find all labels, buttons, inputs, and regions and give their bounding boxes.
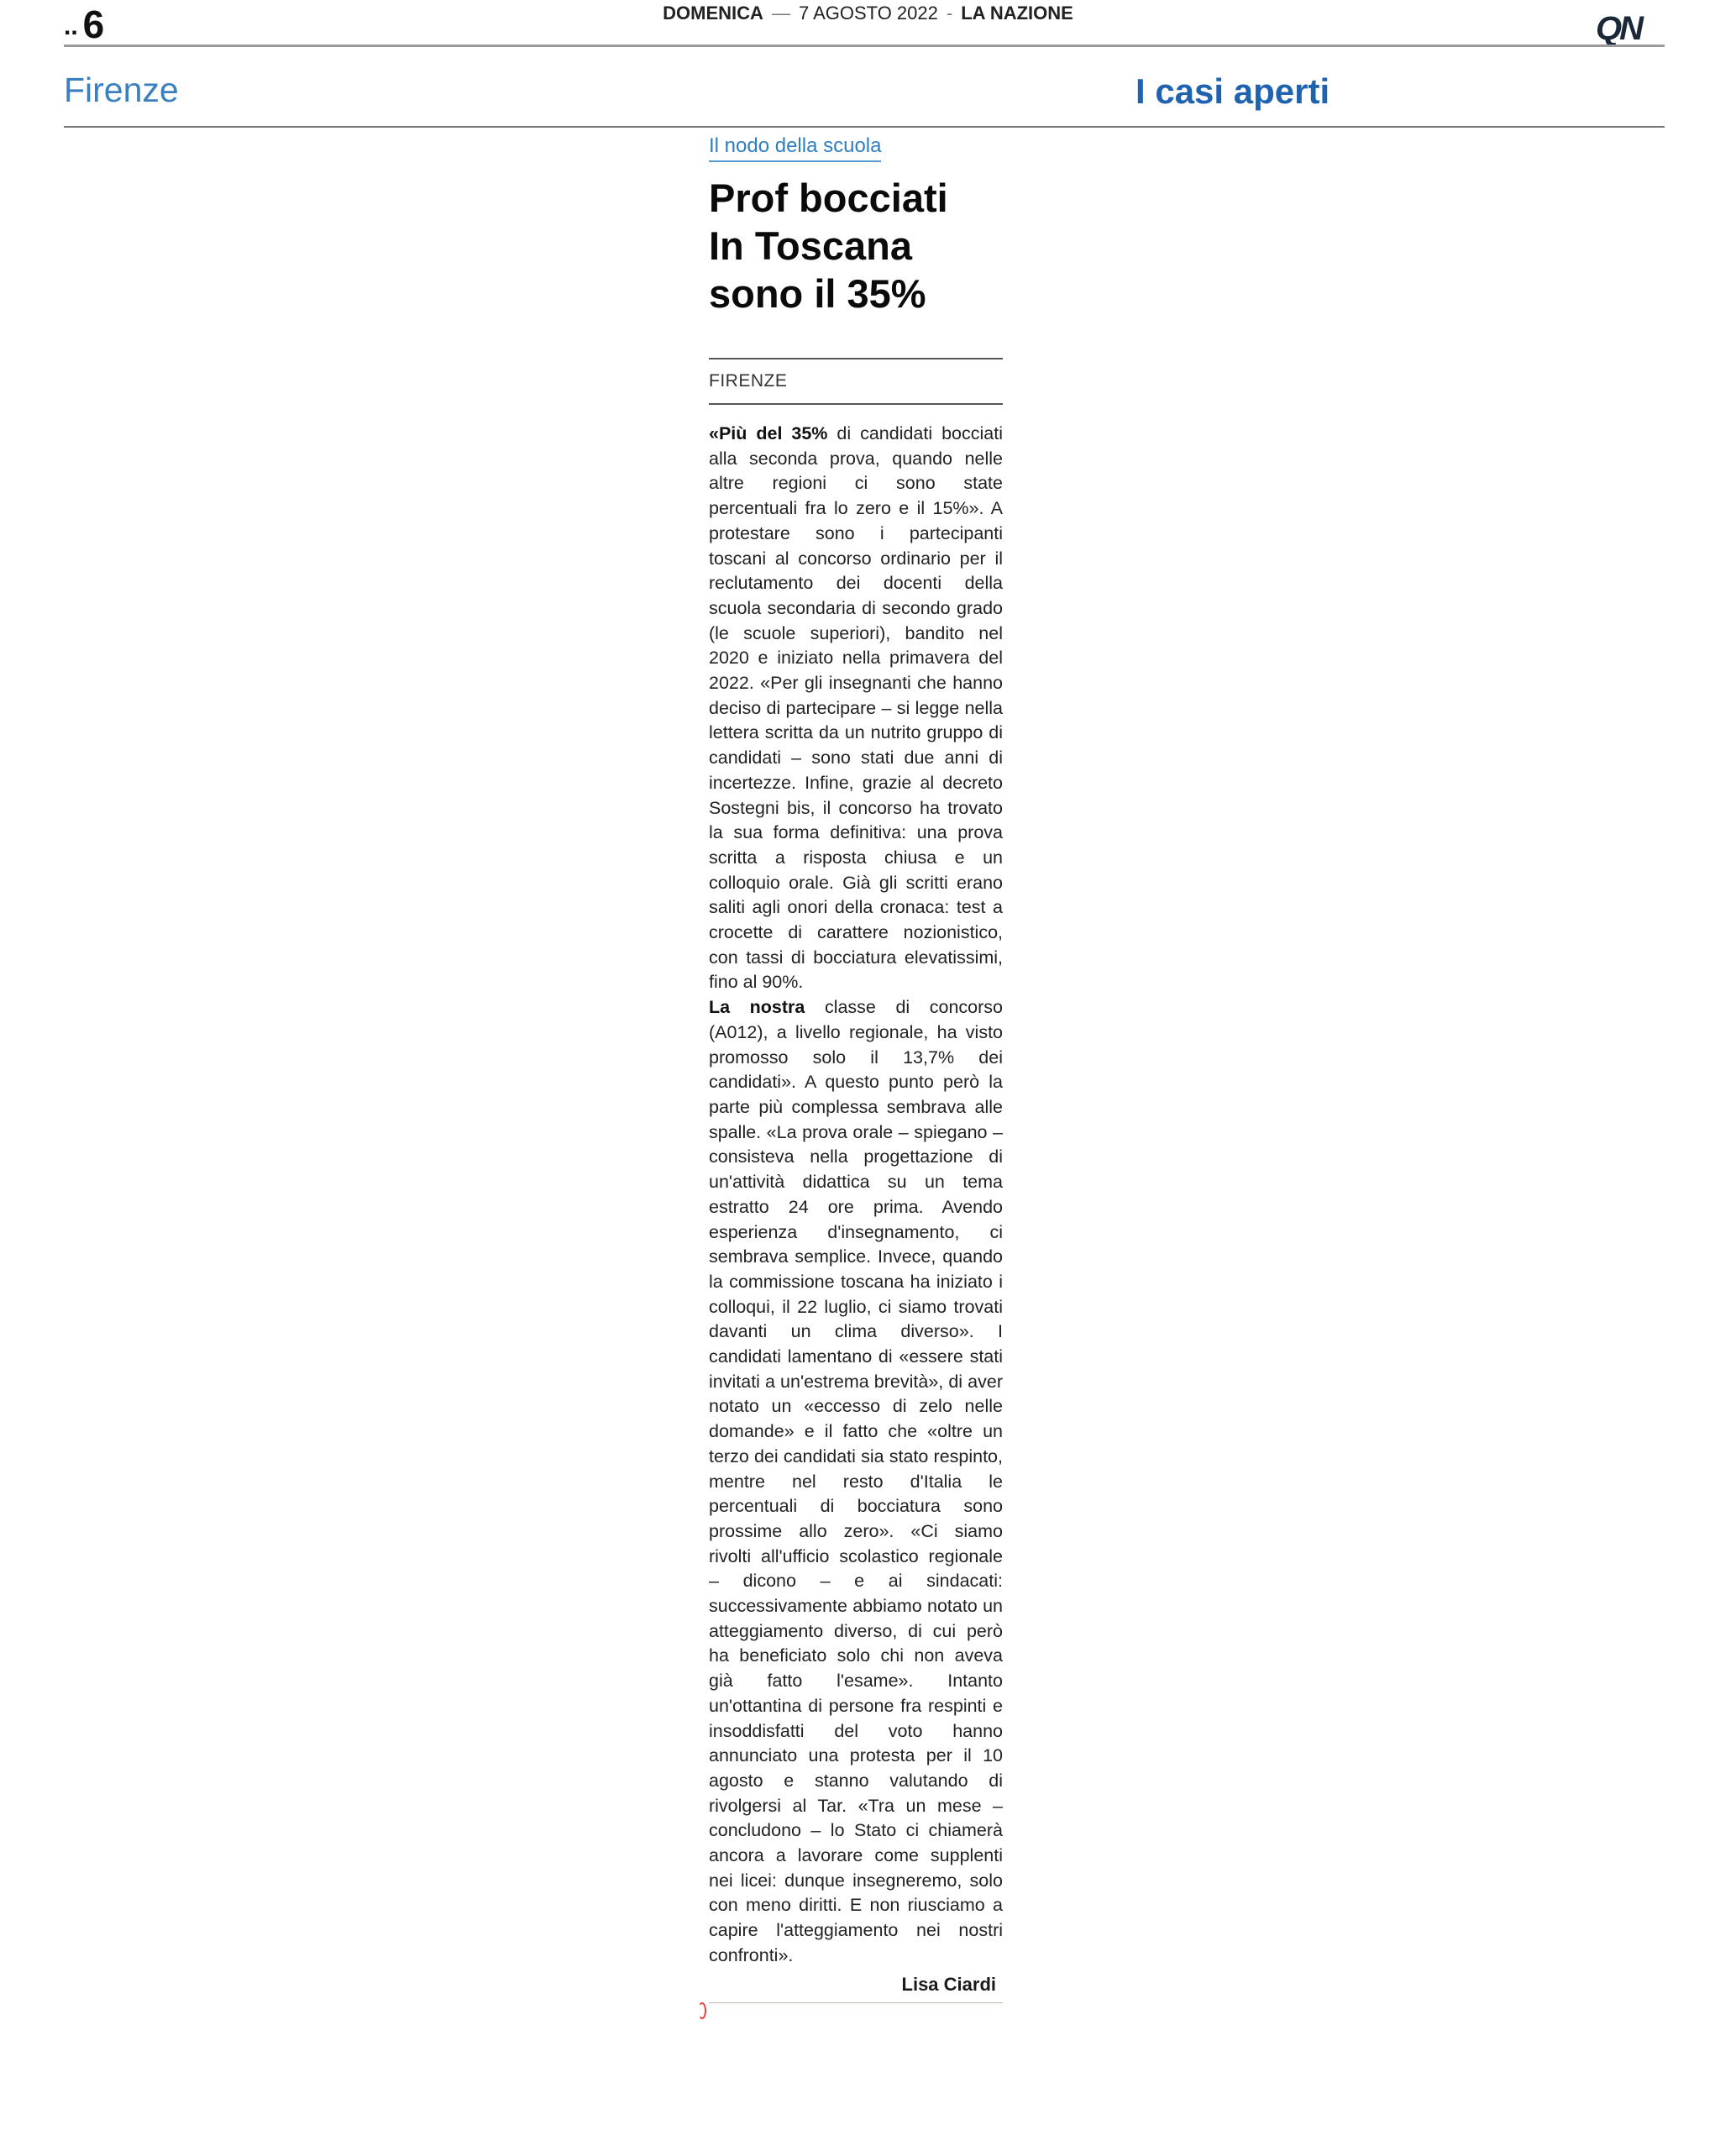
- paragraph-lead: «Più del 35%: [709, 423, 828, 443]
- headline-line: sono il 35%: [709, 271, 926, 316]
- article-author: Lisa Ciardi: [901, 1973, 996, 1995]
- top-rule: [64, 45, 1665, 47]
- dateline-date: 7 AGOSTO 2022: [798, 3, 938, 24]
- article: [709, 133, 1003, 2003]
- headline-line: In Toscana: [709, 223, 913, 268]
- section-title: I casi aperti: [1135, 71, 1330, 111]
- headline-divider: [709, 358, 1003, 359]
- article-paragraph: [709, 995, 1003, 1968]
- paragraph-lead: La nostra: [709, 997, 805, 1018]
- article-paragraph: [709, 422, 1003, 995]
- article-end-rule: [709, 2002, 1003, 2003]
- page-dots: ..: [64, 13, 78, 40]
- article-kicker: Il nodo della scuola: [709, 133, 881, 162]
- article-city: FIRENZE: [709, 371, 788, 391]
- qn-logo: QN: [1596, 10, 1641, 47]
- city-divider: [709, 403, 1003, 405]
- paragraph-text: di candidati bocciati alla seconda prova, quando nelle altre regioni ci sono state percentuali fra lo zero e il 15%». A protestare sono i partecipanti toscani al concorso ordinario per il reclutamento dei docenti della scuola secondaria di secondo grado (le scuole superiori), bandito nel 2020 e iniziato nella primavera del 2022. «Per gli insegnanti che hanno deciso di partecipare – si legge nella lettera scritta da un nutrito gruppo di candidati – sono stati due anni di incertezze. Infine, grazie al decreto Sostegni bis, il concorso ha trovato la sua forma definitiva: una prova scritta a risposta chiusa e un colloquio orale. Già gli scritti erano saliti agli onori della cronaca: test a crocette di carattere nozionistico, con tassi di bocciatura elevatissimi, fino al 90%.: [709, 423, 1003, 993]
- section-name: Firenze: [64, 71, 179, 109]
- dateline-separator: —: [771, 3, 790, 24]
- newspaper-name: LA NAZIONE: [961, 3, 1073, 24]
- dateline-separator: -: [946, 3, 953, 24]
- article-headline: [709, 174, 1003, 317]
- headline-line: Prof bocciati: [709, 176, 948, 220]
- page-number-value: 6: [82, 3, 105, 46]
- annotation-mark: [698, 2002, 706, 2019]
- article-body: [709, 422, 1003, 1969]
- paragraph-text: classe di concorso (A012), a livello regionale, ha visto promosso solo il 13,7% dei candidati». A questo punto però la parte più complessa sembrava alle spalle. «La prova orale – spiegano – consisteva nella progettazione di un'attività didattica su un tema estratto 24 ore prima. Avendo esperienza d'insegnamento, ci sembrava semplice. Invece, quando la commissione toscana ha iniziato i colloqui, il 22 luglio, ci siamo trovati davanti un clima diverso». I candidati lamentano di «essere stati invitati a un'estrema brevità», di aver notato un «eccesso di zelo nelle domande» e il fatto che «oltre un terzo dei candidati sia stato respinto, mentre nel resto d'Italia le percentuali di bocciatura sono prossime allo zero». «Ci siamo rivolti all'ufficio scolastico regionale – dicono – e ai sindacati: successivamente abbiamo notato un atteggiamento diverso, di cui però ha beneficiato solo chi non aveva già fatto l'esame». Intanto un'ottantina di persone fra respinti e insoddisfatti del voto hanno annunciato una protesta per il 10 agosto e stanno valutando di rivolgersi al Tar. «Tra un mese – concludono – lo Stato ci chiamerà ancora a lavorare come supplenti nei licei: dunque insegneremo, solo con meno diritti. E non riusciamo a capire l'atteggiamento nei nostri confronti».: [709, 997, 1003, 1965]
- dateline: [0, 2, 1736, 25]
- dateline-day: DOMENICA: [663, 3, 763, 24]
- section-rule: [64, 126, 1665, 128]
